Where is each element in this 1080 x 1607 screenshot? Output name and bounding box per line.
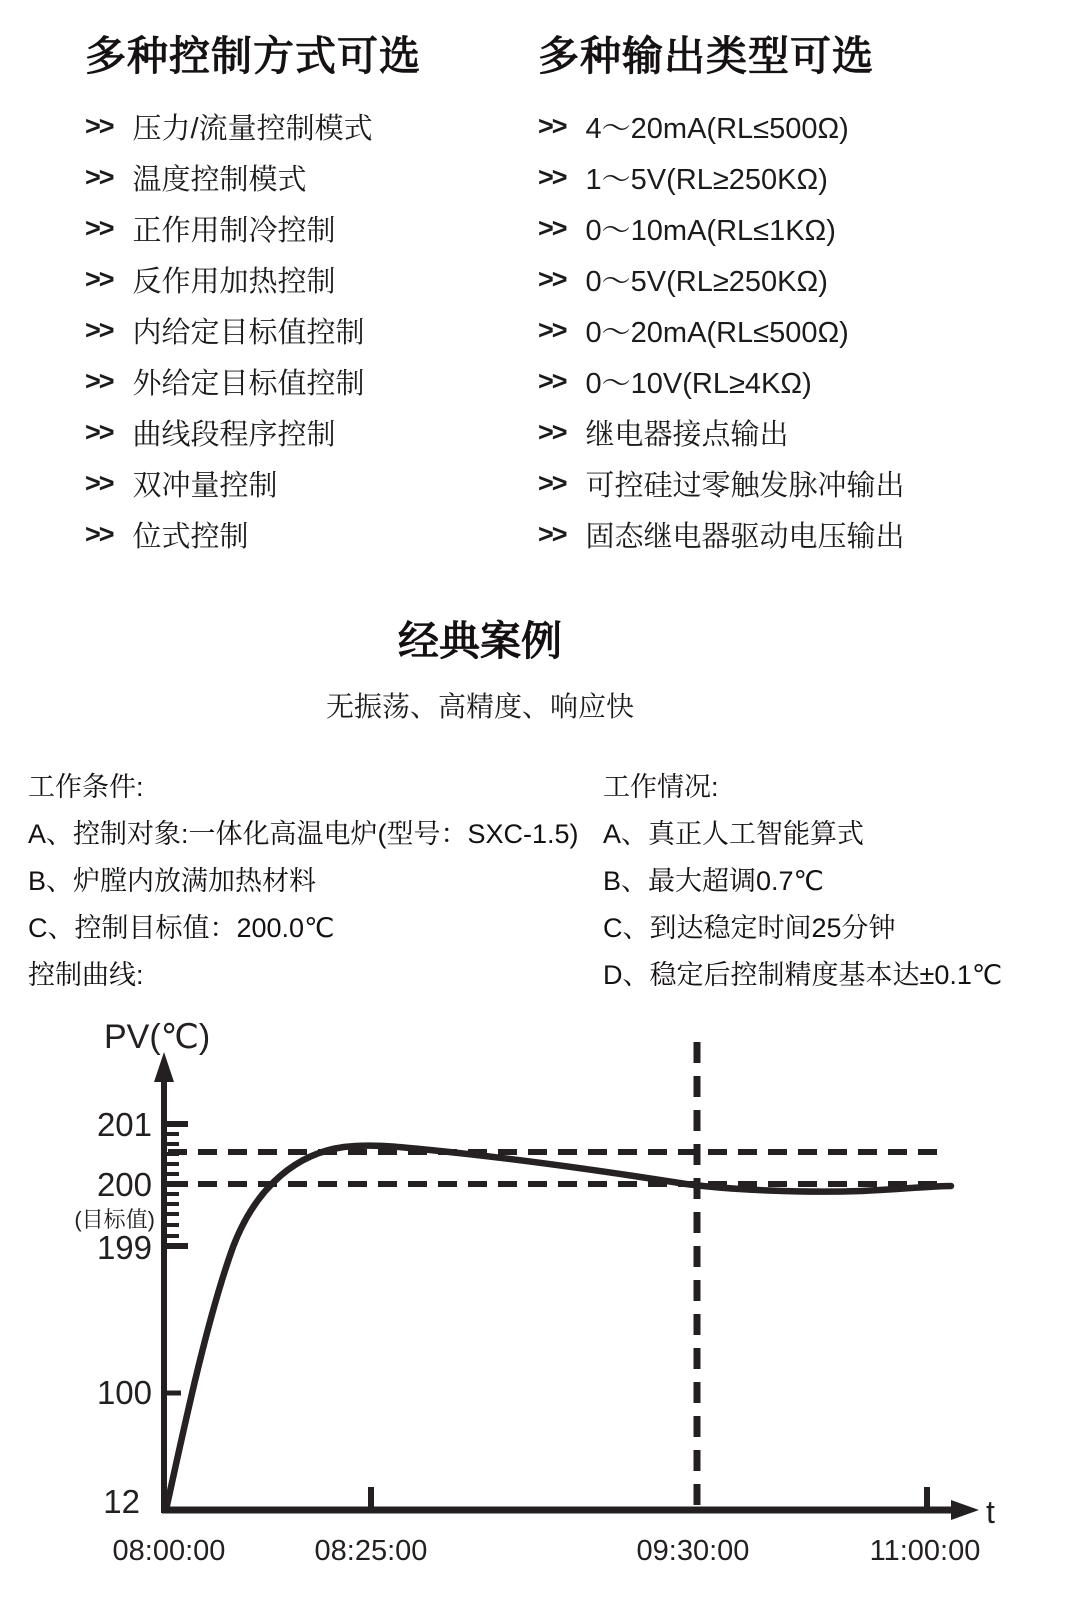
chevron-marker-icon: >> [85, 111, 113, 142]
chevron-marker-icon: >> [538, 417, 566, 448]
x-tick-label-1100: 11:00:00 [869, 1535, 981, 1567]
list-item-label: 双冲量控制 [132, 470, 278, 503]
list-item-label: 压力/流量控制模式 [132, 113, 373, 146]
chevron-marker-icon: >> [85, 519, 113, 550]
list-item-label: 位式控制 [132, 521, 249, 554]
chevron-marker-icon: >> [538, 519, 566, 550]
chevron-marker-icon: >> [538, 213, 566, 244]
pv-curve [166, 1146, 951, 1510]
list-item-label: 曲线段程序控制 [132, 419, 336, 452]
x-axis-title: t [986, 1494, 995, 1530]
control-modes-heading: 多种控制方式可选 [85, 33, 421, 79]
result-item-a: A、真正人工智能算式 [603, 819, 865, 849]
condition-item-a: A、控制对象:一体化高温电炉(型号：SXC-1.5) [28, 819, 579, 849]
list-item-label: 固态继电器驱动电压输出 [585, 521, 905, 554]
y-tick-label-100: 100 [96, 1374, 152, 1411]
chevron-marker-icon: >> [538, 111, 566, 142]
chevron-marker-icon: >> [85, 417, 113, 448]
y-tick-label-201: 201 [96, 1106, 152, 1143]
chevron-marker-icon: >> [538, 468, 566, 499]
work-conditions-heading: 工作条件: [28, 772, 144, 802]
chevron-marker-icon: >> [85, 468, 113, 499]
result-item-d: D、稳定后控制精度基本达±0.1℃ [603, 960, 1003, 990]
list-item-label: 反作用加热控制 [132, 266, 336, 299]
chevron-marker-icon: >> [85, 315, 113, 346]
list-item-label: 0～10mA(RL≤1KΩ) [585, 215, 836, 248]
y-tick-label-200: 200 [96, 1166, 152, 1203]
list-item-label: 可控硅过零触发脉冲输出 [585, 470, 905, 503]
chevron-marker-icon: >> [538, 264, 566, 295]
list-item-label: 温度控制模式 [132, 164, 307, 197]
list-item-label: 0～20mA(RL≤500Ω) [585, 317, 849, 350]
x-tick-label-0800: 08:00:00 [112, 1535, 226, 1567]
result-item-b: B、最大超调0.7℃ [603, 866, 824, 896]
y-axis-arrowhead-icon [154, 1052, 174, 1082]
case-subtitle: 无振荡、高精度、响应快 [325, 691, 634, 722]
target-value-annotation: (目标值) [74, 1207, 155, 1232]
condition-item-c: C、控制目标值：200.0℃ [28, 913, 335, 943]
chevron-marker-icon: >> [85, 264, 113, 295]
output-types-heading: 多种输出类型可选 [538, 33, 874, 79]
list-item-label: 0～5V(RL≥250KΩ) [585, 266, 828, 299]
chevron-marker-icon: >> [85, 366, 113, 397]
case-title: 经典案例 [398, 618, 562, 664]
list-item-label: 1～5V(RL≥250KΩ) [585, 164, 828, 197]
x-tick-label-0930: 09:30:00 [636, 1535, 750, 1567]
chevron-marker-icon: >> [85, 213, 113, 244]
x-tick-label-0825: 08:25:00 [314, 1535, 428, 1567]
list-item-label: 正作用制冷控制 [132, 215, 336, 248]
x-axis-arrowhead-icon [951, 1500, 979, 1520]
list-item-label: 内给定目标值控制 [132, 317, 365, 350]
control-curve-label: 控制曲线: [28, 960, 144, 990]
list-item-label: 继电器接点输出 [585, 419, 789, 452]
list-item-label: 4～20mA(RL≤500Ω) [585, 113, 849, 146]
condition-item-b: B、炉膛内放满加热材料 [28, 866, 317, 896]
y-tick-label-12: 12 [103, 1483, 140, 1520]
chevron-marker-icon: >> [85, 162, 113, 193]
y-axis-title: PV(℃) [104, 1018, 211, 1056]
list-item-label: 0～10V(RL≥4KΩ) [585, 368, 812, 401]
y-axis-ticks [164, 1124, 188, 1393]
chevron-marker-icon: >> [538, 162, 566, 193]
y-tick-label-199: 199 [96, 1229, 152, 1266]
result-item-c: C、到达稳定时间25分钟 [603, 913, 896, 943]
chevron-marker-icon: >> [538, 366, 566, 397]
chevron-marker-icon: >> [538, 315, 566, 346]
list-item-label: 外给定目标值控制 [132, 368, 365, 401]
work-results-heading: 工作情况: [603, 772, 719, 802]
